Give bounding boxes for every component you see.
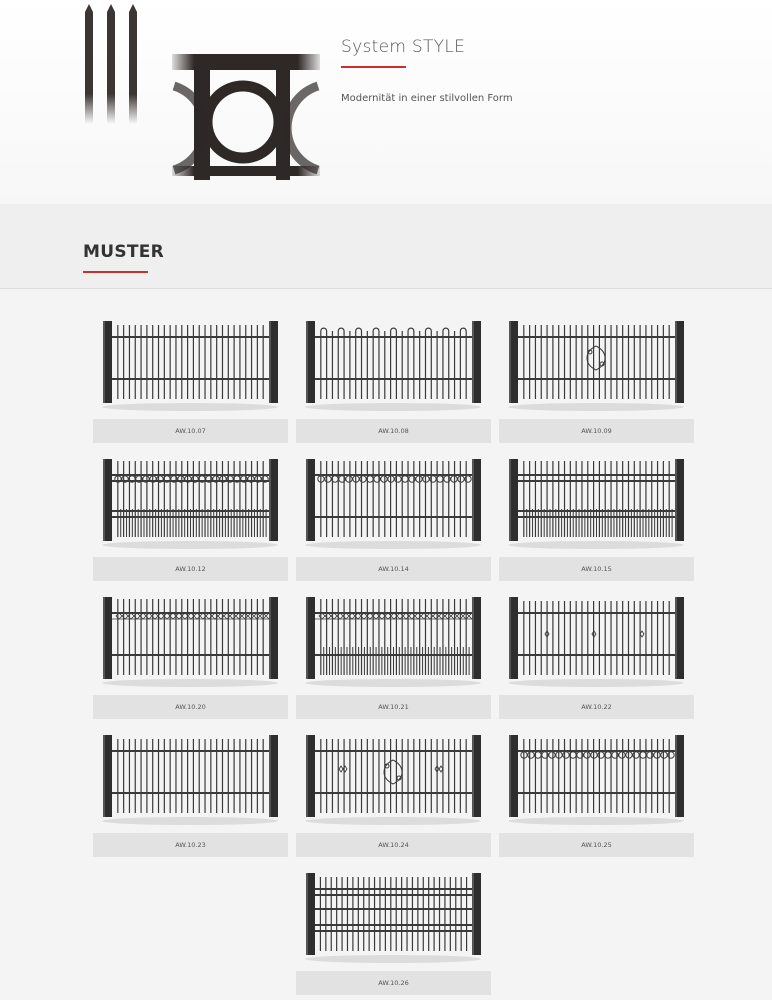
- product-code-label[interactable]: AW.10.21: [296, 695, 491, 719]
- fence-pattern-image: [503, 317, 689, 413]
- product-card[interactable]: [93, 289, 288, 435]
- fence-pattern-image: [300, 455, 486, 551]
- product-card[interactable]: [499, 565, 694, 711]
- product-code-label[interactable]: AW.10.25: [499, 833, 694, 857]
- product-code-label[interactable]: AW.10.08: [296, 419, 491, 443]
- fence-pattern-image: [97, 593, 283, 689]
- product-code-label[interactable]: AW.10.23: [93, 833, 288, 857]
- fence-pattern-image: [97, 317, 283, 413]
- fence-pattern-image: [300, 317, 486, 413]
- product-card[interactable]: [296, 565, 491, 711]
- fence-pattern-image: [97, 731, 283, 827]
- product-card[interactable]: [296, 427, 491, 573]
- product-card[interactable]: [93, 703, 288, 849]
- product-code-label[interactable]: AW.10.12: [93, 557, 288, 581]
- section-title: MUSTER: [83, 242, 165, 262]
- product-card[interactable]: [499, 289, 694, 435]
- fence-pattern-image: [300, 593, 486, 689]
- fence-pattern-image: [300, 731, 486, 827]
- product-grid: [0, 289, 772, 1000]
- product-code-label[interactable]: AW.10.22: [499, 695, 694, 719]
- product-code-label[interactable]: AW.10.20: [93, 695, 288, 719]
- product-code-label[interactable]: AW.10.15: [499, 557, 694, 581]
- product-code-label[interactable]: AW.10.09: [499, 419, 694, 443]
- fence-detail-image: [172, 40, 320, 186]
- product-card[interactable]: [499, 703, 694, 849]
- product-card[interactable]: [296, 703, 491, 849]
- product-code-label[interactable]: AW.10.14: [296, 557, 491, 581]
- accent-underline: [83, 271, 148, 273]
- fence-pattern-image: [503, 455, 689, 551]
- fence-pattern-image: [503, 593, 689, 689]
- hero-subtitle: Modernität in einer stilvollen Form: [341, 93, 513, 104]
- product-code-label[interactable]: AW.10.07: [93, 419, 288, 443]
- fence-pattern-image: [503, 731, 689, 827]
- product-code-label[interactable]: AW.10.24: [296, 833, 491, 857]
- product-code-label[interactable]: AW.10.26: [296, 971, 491, 995]
- fence-pattern-image: [300, 869, 486, 965]
- product-card[interactable]: [296, 841, 491, 987]
- product-card[interactable]: [296, 289, 491, 435]
- hero-banner: [0, 0, 772, 204]
- accent-underline: [341, 66, 406, 68]
- product-card[interactable]: [93, 427, 288, 573]
- section-header: [0, 204, 772, 289]
- hero-title: System STYLE: [341, 37, 466, 57]
- fence-pattern-image: [97, 455, 283, 551]
- fence-posts-image: [80, 4, 144, 124]
- product-card[interactable]: [499, 427, 694, 573]
- product-card[interactable]: [93, 565, 288, 711]
